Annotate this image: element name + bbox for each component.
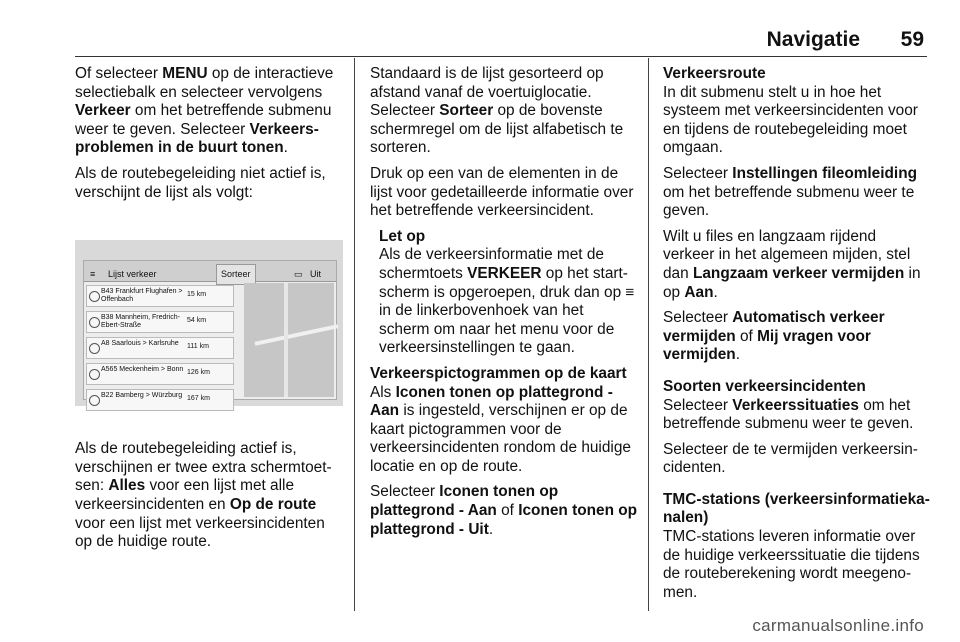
warning-icon bbox=[89, 395, 100, 406]
list-item: A565 Meckenheim > Bonn 126 km bbox=[86, 363, 234, 385]
menu-icon: ≡ bbox=[625, 283, 635, 301]
paragraph: In dit submenu stelt u in hoe het systeem met verkeersincidenten voor en tijdens de routebegeleiding moet omgaan. bbox=[663, 83, 918, 157]
paragraph: Selecteer Instellingen fileomleiding om het betreffende submenu weer te geven. bbox=[663, 164, 917, 220]
warning-icon bbox=[89, 317, 100, 328]
list-item: B43 Frankfurt Flughafen > Offenbach 15 km bbox=[86, 285, 234, 307]
section-heading: Verkeersroute bbox=[663, 65, 766, 82]
note-title: Let op bbox=[379, 227, 426, 245]
screen-top-bar bbox=[84, 261, 336, 282]
watermark: carmanualsonline.info bbox=[752, 616, 924, 635]
page-number: 59 bbox=[900, 28, 924, 51]
warning-icon bbox=[89, 343, 100, 354]
header-rule bbox=[75, 56, 927, 57]
list-item: A8 Saarlouis > Karlsruhe 111 km bbox=[86, 337, 234, 359]
warning-icon bbox=[89, 369, 100, 380]
paragraph: Selecteer Verkeerssituaties om het betreffende submenu weer te geven. bbox=[663, 396, 914, 433]
column-divider bbox=[354, 58, 355, 611]
paragraph: Druk op een van de elementen in de lijst voor gedetailleerde informatie over het betreffende verkeersincident. bbox=[370, 164, 634, 220]
column-3 bbox=[663, 65, 931, 609]
paragraph: Of selecteer MENU op de interactieve selectiebalk en selecteer vervolgens Verkeer om het betreffende submenu weer te geven. Selecteer Verkeersproblemen in de buurt tonen. bbox=[75, 65, 334, 157]
paragraph: Als Iconen tonen op plattegrond - Aan is ingesteld, verschijnen er op de kaart pictogrammen voor de verkeersincidenten rondom de huidige locatie en op de route. bbox=[370, 383, 631, 475]
screenshot-traffic-list bbox=[75, 240, 343, 406]
paragraph: Wilt u files en langzaam rijdend verkeer in het algemeen mijden, stel dan Langzaam verkeer vermijden in op Aan. bbox=[663, 227, 921, 301]
off-button: Uit bbox=[310, 269, 321, 280]
section-heading: TMC-stations (verkeersinformatiekanalen) bbox=[663, 490, 930, 527]
column-divider bbox=[648, 58, 649, 611]
page-header bbox=[0, 28, 960, 52]
list-item: B22 Bamberg > Würzburg 167 km bbox=[86, 389, 234, 411]
note-box bbox=[370, 228, 638, 358]
paragraph: Als de routebegeleiding actief is, verschijnen er twee extra schermtoetsen: Alles voor een lijst met alle verkeersincidenten en Op de route voor een lijst met verkeersincidenten op de huidige route. bbox=[75, 440, 332, 551]
traffic-list bbox=[86, 285, 234, 415]
column-1 bbox=[75, 65, 343, 559]
section-heading: Verkeerspictogrammen op de kaart bbox=[370, 364, 627, 382]
menu-icon: ≡ bbox=[90, 269, 96, 280]
list-item: B38 Mannheim, Fredrich-Ebert-Straße 54 km bbox=[86, 311, 234, 333]
paragraph: TMC-stations leveren informatie over de huidige verkeerssituatie die tijdens de routeberekening wordt meegenomen. bbox=[663, 528, 920, 601]
screen-title: Lijst verkeer bbox=[108, 269, 157, 280]
traffic-off-icon: ▭ bbox=[294, 269, 303, 280]
paragraph: Selecteer de te vermijden verkeersincidenten. bbox=[663, 440, 918, 477]
paragraph: Als de routebegeleiding niet actief is, verschijnt de lijst als volgt: bbox=[75, 164, 326, 201]
section-heading: Soorten verkeersincidenten bbox=[663, 377, 866, 395]
page-title: Navigatie bbox=[766, 28, 860, 51]
note-text: Als de verkeersinformatie met de schermtoets VERKEER op het startscherm is opgeroepen, druk dan op ≡ in de linkerbovenhoek van het scherm om naar het menu voor de verkeersinstellingen te gaan. bbox=[379, 246, 635, 357]
paragraph: Standaard is de lijst gesorteerd op afstand vanaf de voertuiglocatie. Selecteer Sorteer op de bovenste schermregel om de lijst alfabetisch te sorteren. bbox=[370, 65, 624, 157]
paragraph: Selecteer Iconen tonen op plattegrond - Aan of Iconen tonen op plattegrond - Uit. bbox=[370, 483, 638, 538]
map-view bbox=[244, 283, 334, 397]
sort-button: Sorteer bbox=[216, 264, 256, 285]
column-2 bbox=[370, 65, 638, 546]
warning-icon bbox=[89, 291, 100, 302]
paragraph: Selecteer Automatisch verkeer vermijden of Mij vragen voor vermijden. bbox=[663, 309, 885, 364]
